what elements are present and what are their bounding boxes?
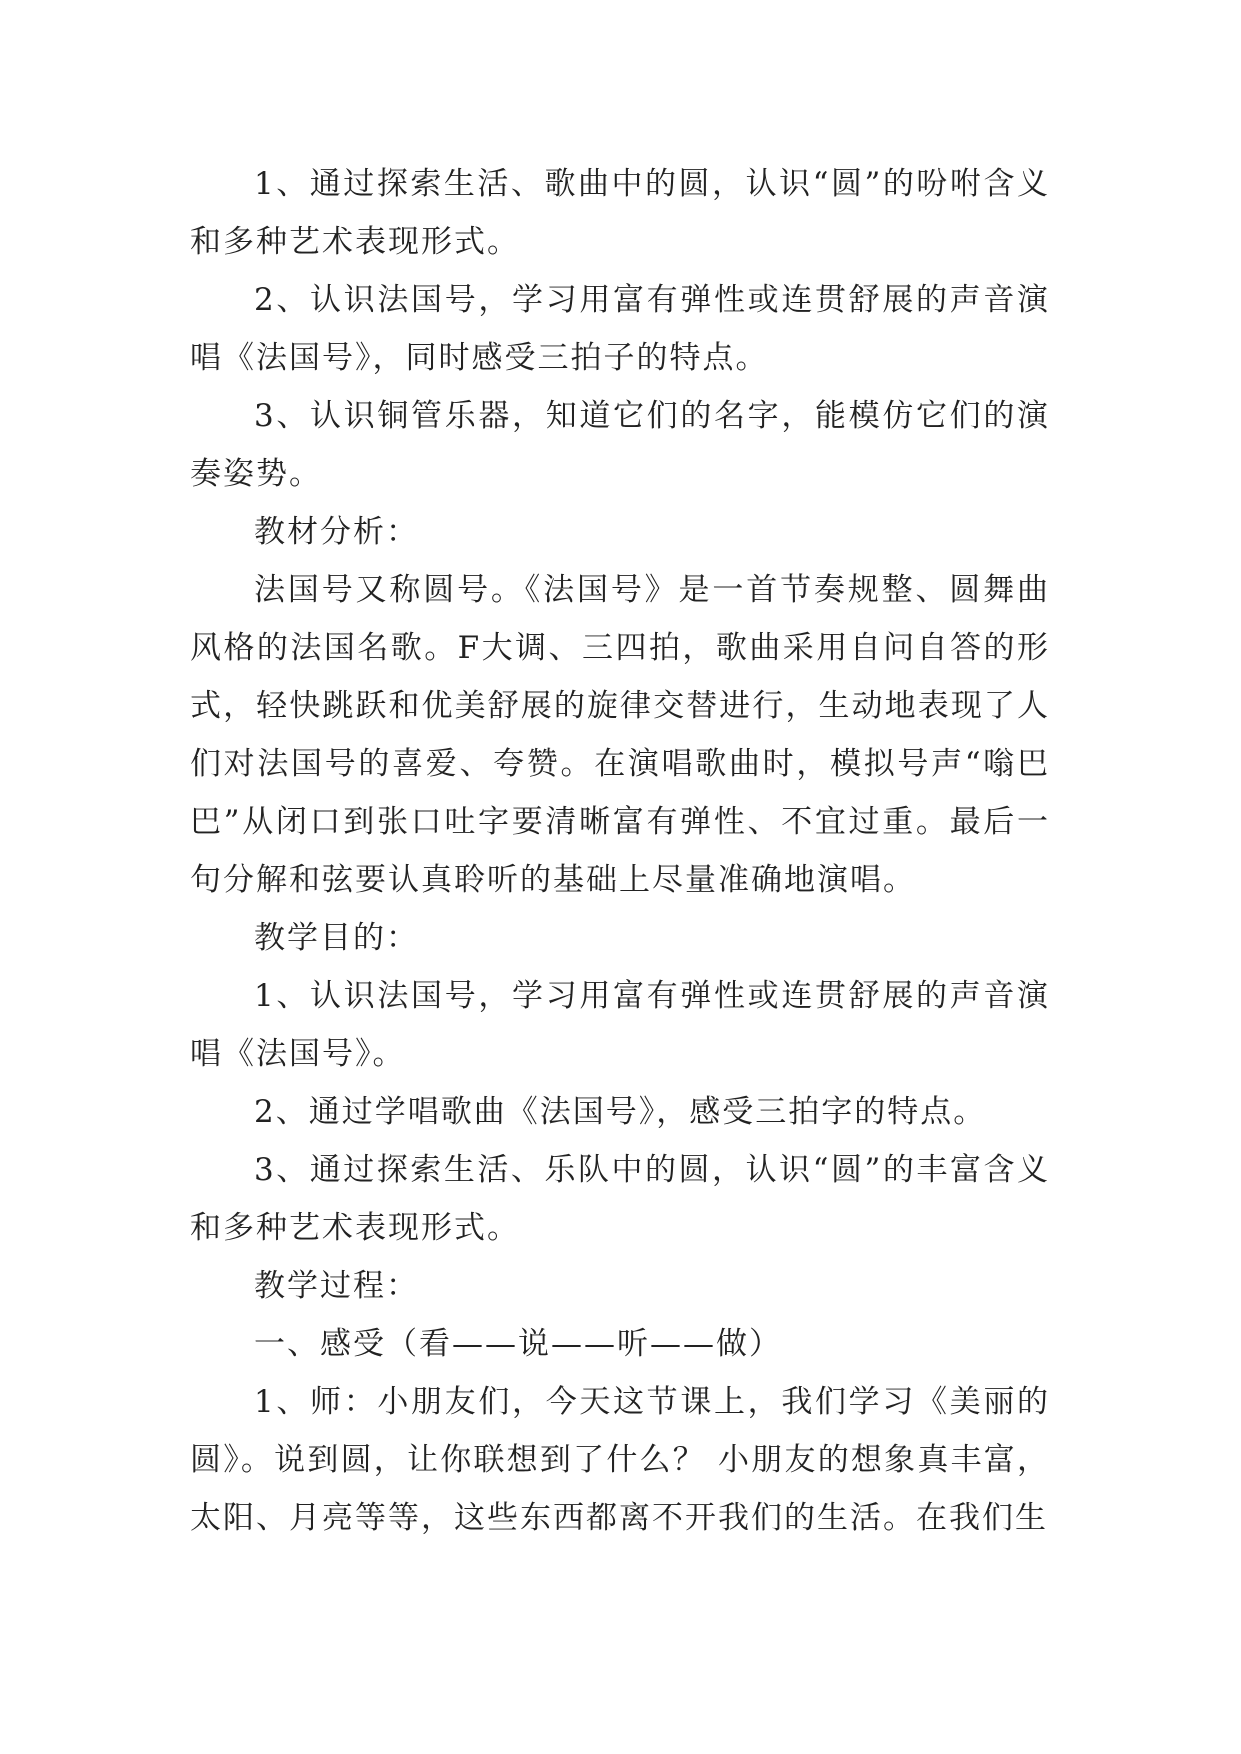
teaching-process-heading: 教学过程： — [254, 1268, 419, 1304]
objective-2-paragraph: 2、认识法国号，学习用富有弹性或连贯舒展的声音演唱《法国号》，同时感受三拍子的特点。 — [190, 282, 1050, 376]
goal-1-paragraph: 1、认识法国号，学习用富有弹性或连贯舒展的声音演唱《法国号》。 — [190, 978, 1050, 1072]
objective-3-paragraph: 3、认识铜管乐器，知道它们的名字，能模仿它们的演奏姿势。 — [190, 398, 1050, 492]
goal-2-paragraph: 2、通过学唱歌曲《法国号》，感受三拍字的特点。 — [254, 1094, 987, 1130]
process-step-1-paragraph: 1、师：小朋友们，今天这节课上，我们学习《美丽的圆》。说到圆，让你联想到了什么？ 小朋友的想象真丰富，太阳、月亮等等，这些东西都离不开我们的生活。在我们生 — [190, 1384, 1050, 1536]
section-one-heading: 一、感受（看——说——听——做） — [254, 1326, 782, 1362]
goal-3-paragraph: 3、通过探索生活、乐队中的圆，认识“圆”的丰富含义和多种艺术表现形式。 — [190, 1152, 1050, 1246]
textbook-analysis-paragraph: 法国号又称圆号。《法国号》是一首节奏规整、圆舞曲风格的法国名歌。F大调、三四拍，歌曲采用自问自答的形式，轻快跳跃和优美舒展的旋律交替进行，生动地表现了人们对法国号的喜爱、夸赞。在演唱歌曲时，模拟号声“嗡巴巴”从闭口到张口吐字要清晰富有弹性、不宜过重。最后一句分解和弦要认真聆听的基础上尽量准确地演唱。 — [190, 572, 1050, 898]
objective-1-paragraph: 1、通过探索生活、歌曲中的圆，认识“圆”的吩咐含义和多种艺术表现形式。 — [190, 166, 1050, 260]
textbook-analysis-heading: 教材分析： — [254, 514, 419, 550]
document-body — [190, 155, 1050, 1547]
teaching-goals-heading: 教学目的： — [254, 920, 419, 956]
